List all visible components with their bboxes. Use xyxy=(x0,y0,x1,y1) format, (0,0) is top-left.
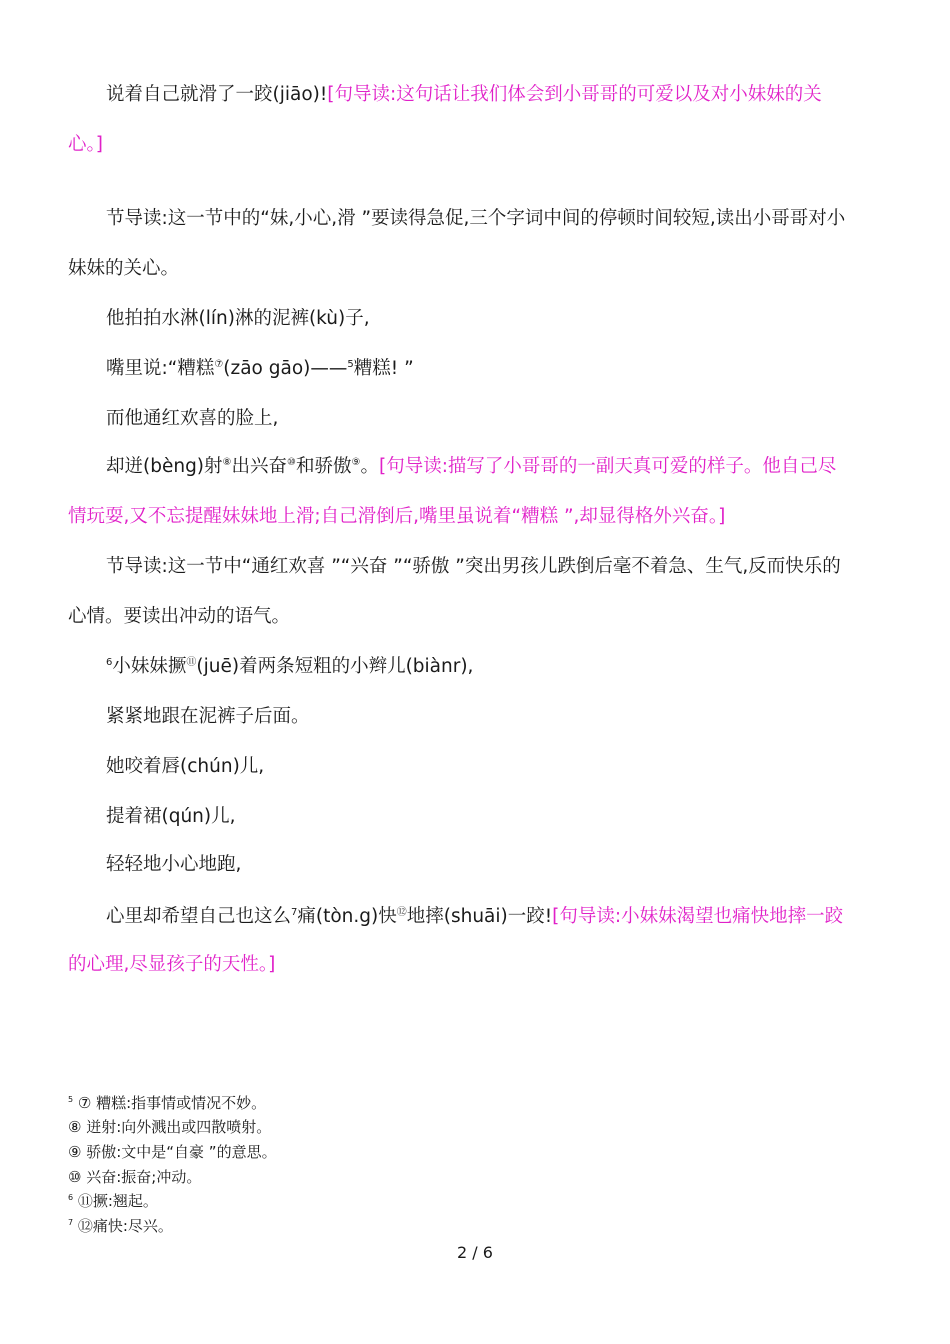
sentence-guide-cont: 的心理,尽显孩子的天性。] xyxy=(68,954,276,975)
note-marker: ⑦ xyxy=(214,358,224,370)
note-marker: ⑩ xyxy=(287,456,296,468)
poem-line: 她咬着唇(chún)儿, xyxy=(106,756,265,777)
section-guide: 节导读:这一节中“通红欢喜 ”“兴奋 ”“骄傲 ”突出男孩儿跌倒后毫不着急、生气,反而快乐的 xyxy=(106,556,841,577)
poem-line: 提着裙(qún)儿, xyxy=(106,806,236,827)
footnote: ⑧ 迸射:向外溅出或四散喷射。 xyxy=(68,1118,272,1136)
sentence-guide: [句导读:小妹妹渴望也痛快地摔一跤 xyxy=(552,906,844,927)
poem-line: 他拍拍水淋(lín)淋的泥裤(kù)子, xyxy=(106,308,370,329)
note-marker: ⑧ xyxy=(222,456,232,468)
poem-line: $^6$小妹妹撅⑪(juē)着两条短粗的小辫儿(biànr), xyxy=(106,656,474,677)
footnote: ⑨ 骄傲:文中是“自豪 ”的意思。 xyxy=(68,1143,277,1161)
poem-line: 却迸(bèng)射⑧出兴奋⑩和骄傲⑨。[句导读:描写了小哥哥的一副天真可爱的样子。他自己尽 xyxy=(106,456,837,477)
poem-line: 轻轻地小心地跑, xyxy=(106,854,242,875)
footnote-marker: 6 xyxy=(106,656,113,668)
footnote: ⑩ 兴奋:振奋;冲动。 xyxy=(68,1168,202,1186)
poem-line: 紧紧地跟在泥裤子后面。 xyxy=(106,706,310,727)
footnote-marker: 7 xyxy=(68,1218,74,1227)
page-number: 2 / 6 xyxy=(457,1243,493,1262)
note-marker: ⑪ xyxy=(186,656,197,668)
section-guide: 节导读:这一节中的“妹,小心,滑 ”要读得急促,三个字词中间的停顿时间较短,读出小哥哥对小 xyxy=(106,208,846,229)
footnote-marker: 7 xyxy=(291,906,298,918)
sentence-guide: [句导读:描写了小哥哥的一副天真可爱的样子。他自己尽 xyxy=(378,456,837,477)
sentence-guide-cont: 心。] xyxy=(68,134,103,155)
section-guide-cont: 心情。要读出冲动的语气。 xyxy=(68,606,291,627)
poem-line: 心里却希望自己也这么$^7$痛(tòn.g)快⑫地摔(shuāi)一跤![句导读:小妹妹渴望也痛快地摔一跤 xyxy=(106,906,844,927)
footnote: $^6$ ⑪撅:翘起。 xyxy=(68,1192,158,1210)
poem-line: 嘴里说:“糟糕⑦(zāo gāo)——$^5$糟糕! ” xyxy=(106,358,414,379)
footnote: $^5$ ⑦ 糟糕:指事情或情况不妙。 xyxy=(68,1094,267,1112)
poem-line: 说着自己就滑了一跤(jiāo)![句导读:这句话让我们体会到小哥哥的可爱以及对小妹妹的关 xyxy=(106,84,822,105)
note-marker: ⑫ xyxy=(396,906,407,918)
footnote-marker: 5 xyxy=(68,1095,74,1104)
footnote: $^7$ ⑫痛快:尽兴。 xyxy=(68,1217,173,1235)
poem-line: 而他通红欢喜的脸上, xyxy=(106,408,279,429)
sentence-guide-cont: 情玩耍,又不忘提醒妹妹地上滑;自己滑倒后,嘴里虽说着“糟糕 ”,却显得格外兴奋。] xyxy=(68,506,726,527)
sentence-guide: [句导读:这句话让我们体会到小哥哥的可爱以及对小妹妹的关 xyxy=(327,84,822,105)
footnote-marker: 5 xyxy=(347,358,354,370)
note-marker: ⑨ xyxy=(351,456,361,468)
footnote-marker: 6 xyxy=(68,1193,74,1202)
section-guide-cont: 妹妹的关心。 xyxy=(68,258,180,279)
